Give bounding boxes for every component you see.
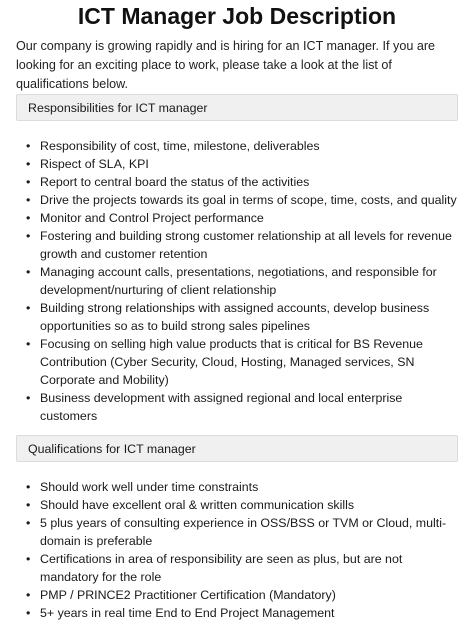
intro-paragraph: Our company is growing rapidly and is hiring for an ICT manager. If you are looking for an exciting place to work, please take a look at the list of qualifications below. (16, 39, 436, 91)
list-item: • Responsibility of cost, time, milestone, deliverables (16, 137, 458, 155)
qualifications-list (16, 478, 458, 622)
list-item: • Rispect of SLA, KPI (16, 155, 458, 173)
list-item: • Report to central board the status of the activities (16, 173, 458, 191)
list-item: • Business development with assigned regional and local enterprise customers (16, 389, 458, 425)
list-item: • 5 plus years of consulting experience in OSS/BSS or TVM or Cloud, multi-domain is preferable (16, 514, 458, 550)
responsibilities-header: Responsibilities for ICT manager (16, 94, 458, 121)
list-item: • Focusing on selling high value products that is critical for BS Revenue Contribution (Cyber Security, Cloud, Hosting, Managed services, SN Corporate and Mobility) (16, 335, 458, 389)
list-item: • Fostering and building strong customer relationship at all levels for revenue growth and customer retention (16, 227, 458, 263)
list-item: • Monitor and Control Project performance (16, 209, 458, 227)
list-item: • 5+ years in real time End to End Project Management (16, 604, 458, 622)
responsibilities-list (16, 137, 458, 425)
list-item: • Drive the projects towards its goal in terms of scope, time, costs, and quality (16, 191, 458, 209)
list-item: • PMP / PRINCE2 Practitioner Certification (Mandatory) (16, 586, 458, 604)
list-item: • Should work well under time constraints (16, 478, 458, 496)
page-title: ICT Manager Job Description (77, 3, 397, 29)
list-item: • Building strong relationships with assigned accounts, develop business opportunities so as to build strong sales pipelines (16, 299, 458, 335)
list-item: • Certifications in area of responsibility are seen as plus, but are not mandatory for the role (16, 550, 458, 586)
list-item: • Managing account calls, presentations, negotiations, and responsible for development/nurturing of client relationship (16, 263, 458, 299)
qualifications-header: Qualifications for ICT manager (16, 435, 458, 462)
list-item: • Should have excellent oral & written communication skills (16, 496, 458, 514)
